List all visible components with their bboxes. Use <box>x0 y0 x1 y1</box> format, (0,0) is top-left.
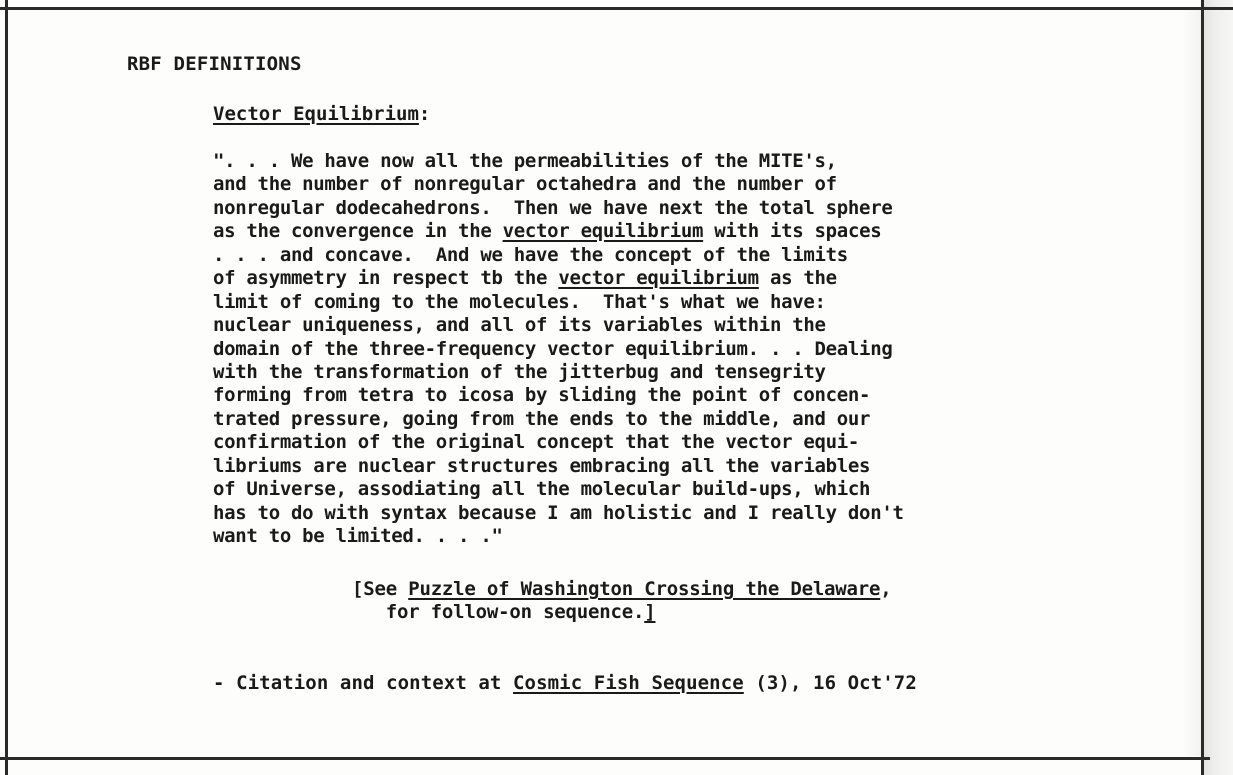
quote-line <box>213 431 904 454</box>
quote-line <box>213 455 904 478</box>
quote-text: with the transformation of the jitterbug and tensegrity <box>213 360 826 383</box>
citation-link: Cosmic Fish Sequence <box>513 672 744 694</box>
quote-line <box>213 502 904 525</box>
see-comma: , <box>880 578 892 600</box>
quote-line <box>213 267 904 290</box>
citation-suffix: (3), 16 Oct'72 <box>743 672 917 694</box>
quote-line <box>213 408 904 431</box>
quote-text: want to be limited. . . ." <box>213 525 503 547</box>
card-border-top <box>0 7 1233 10</box>
definition-term <box>213 103 430 125</box>
quote-line <box>213 314 904 337</box>
quote-text: domain of the three-frequency vector equilibrium. . . Dealing <box>213 337 893 360</box>
quote-text: trated pressure, going from the ends to the middle, and our <box>213 407 871 430</box>
quote-line <box>213 197 904 220</box>
quotation-block <box>213 150 904 548</box>
card-edge-shading <box>1184 10 1201 756</box>
quote-line <box>213 244 904 267</box>
quote-text: as the convergence in the <box>213 220 503 243</box>
quote-line <box>213 478 904 501</box>
document-header: RBF DEFINITIONS <box>127 53 302 75</box>
quote-text: confirmation of the original concept that the vector equi- <box>213 431 860 454</box>
quote-text: forming from tetra to icosa by sliding the point of concen- <box>213 384 871 407</box>
card-border-left <box>5 0 8 775</box>
quote-text: of asymmetry in respect tb the <box>213 267 559 290</box>
quote-line <box>213 291 904 314</box>
quote-line <box>213 220 904 243</box>
quote-line <box>213 338 904 361</box>
quote-line <box>213 150 904 173</box>
bracket-close: ] <box>644 601 656 624</box>
quote-text: with its spaces <box>703 220 882 243</box>
bracket-open: [ <box>352 578 364 600</box>
see-reference-link: Puzzle of Washington Crossing the Delaware <box>408 578 881 600</box>
see-prefix: See <box>363 578 409 600</box>
quote-text: . . . and concave. And we have the concept of the limits <box>213 243 848 266</box>
quote-text: ". . . We have now all the permeabilities of the MITE's, <box>213 150 837 172</box>
citation-prefix: - Citation and context at <box>213 672 514 694</box>
quote-line <box>213 525 904 548</box>
term-reference: vector equilibrium <box>558 267 759 290</box>
quote-text: nonregular dodecahedrons. Then we have next the total sphere <box>213 196 893 219</box>
term-title: Vector Equilibrium <box>213 103 419 125</box>
see-line-2-text: for follow-on sequence. <box>385 601 645 624</box>
see-line-1 <box>352 578 892 601</box>
quote-text: as the <box>758 267 837 290</box>
quote-text: and the number of nonregular octahedra and the number of <box>213 173 837 196</box>
quote-text: libriums are nuclear structures embracing all the variables <box>213 454 871 477</box>
see-line-2 <box>352 601 892 624</box>
card-border-right <box>1201 0 1204 775</box>
citation-line <box>213 672 917 694</box>
quote-line <box>213 384 904 407</box>
term-reference: vector equilibrium <box>502 220 704 243</box>
card-border-bottom <box>0 757 1210 760</box>
quote-line <box>213 361 904 384</box>
see-also-note <box>352 578 892 625</box>
quote-text: limit of coming to the molecules. That's what we have: <box>213 290 826 313</box>
quote-text: of Universe, assodiating all the molecular build-ups, which <box>213 478 871 501</box>
quote-line <box>213 173 904 196</box>
page-margin-strip <box>1204 0 1233 775</box>
term-colon: : <box>418 103 431 125</box>
quote-text: has to do with syntax because I am holistic and I really don't <box>213 501 904 524</box>
quote-text: nuclear uniqueness, and all of its variables within the <box>213 314 826 337</box>
